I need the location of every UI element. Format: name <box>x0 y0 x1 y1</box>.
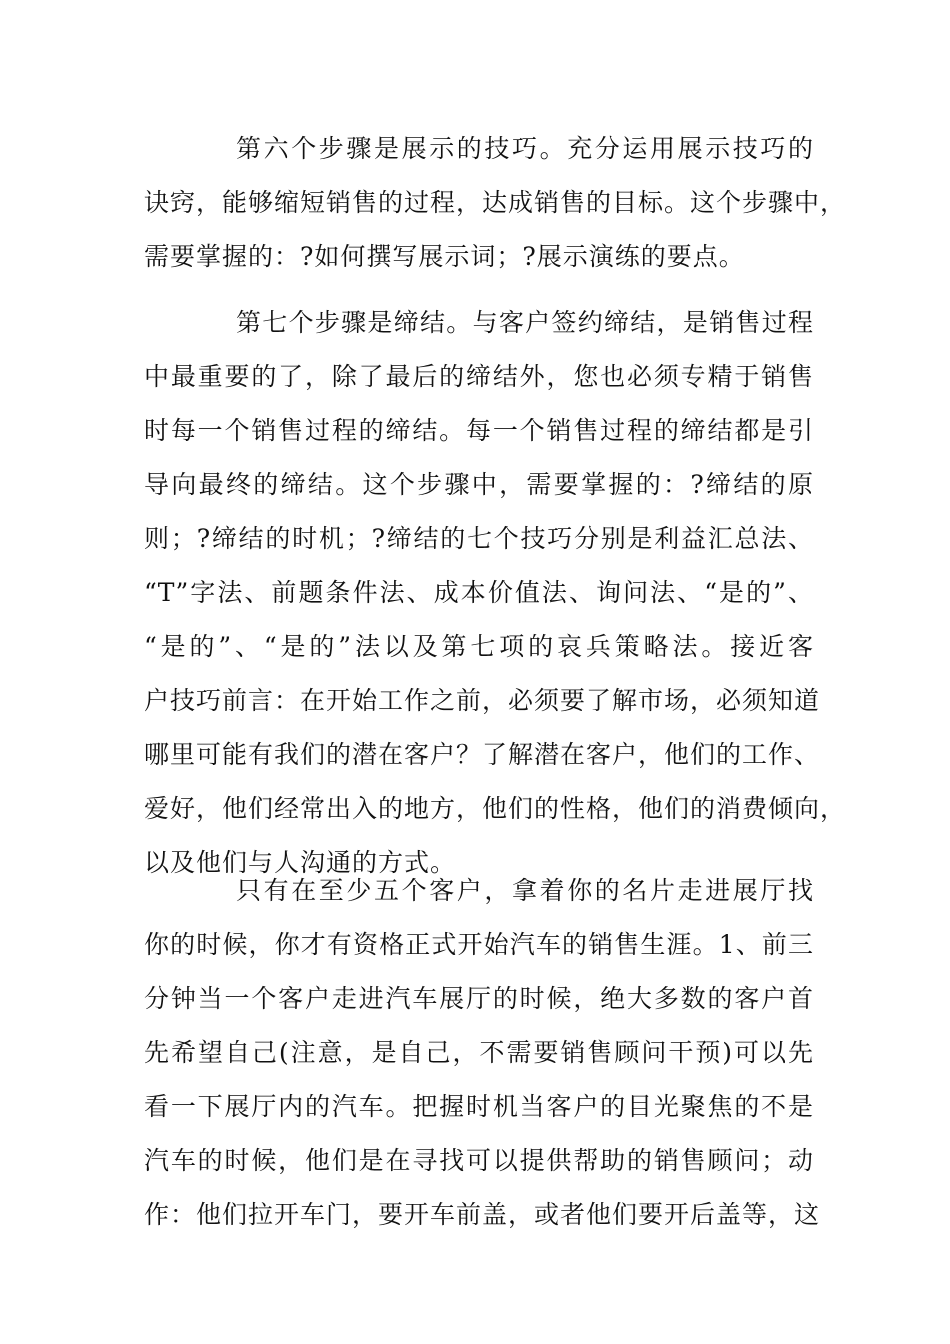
text-line: 汽车的时候，他们是在寻找可以提供帮助的销售顾问；动 <box>144 1146 814 1175</box>
text-line: 爱好，他们经常出入的地方，他们的性格，他们的消费倾向， <box>144 794 847 823</box>
paragraph-step-seven <box>144 296 847 890</box>
text-line: 诀窍，能够缩短销售的过程，达成销售的目标。这个步骤中， <box>144 188 847 217</box>
text-line: 户技巧前言：在开始工作之前，必须要了解市场，必须知道 <box>144 686 821 715</box>
text-line: 导向最终的缔结。这个步骤中，需要掌握的：?缔结的原 <box>144 470 814 499</box>
text-line: 时每一个销售过程的缔结。每一个销售过程的缔结都是引 <box>144 416 814 445</box>
text-line: 以及他们与人沟通的方式。 <box>144 848 457 877</box>
text-line: “T”字法、前题条件法、成本价值法、询问法、“是的”、 <box>144 578 814 607</box>
text-line: 作：他们拉开车门，要开车前盖，或者他们要开后盖等，这 <box>144 1200 821 1229</box>
paragraph-first-three-minutes <box>144 864 821 1242</box>
text-line: 看一下展厅内的汽车。把握时机当客户的目光聚焦的不是 <box>144 1092 814 1121</box>
text-line: 第七个步骤是缔结。与客户签约缔结，是销售过程 <box>236 308 814 337</box>
text-line: 只有在至少五个客户，拿着你的名片走进展厅找 <box>236 876 814 905</box>
text-line: 则；?缔结的时机；?缔结的七个技巧分别是利益汇总法、 <box>144 524 814 553</box>
text-line: 先希望自己(注意，是自己，不需要销售顾问干预)可以先 <box>144 1038 814 1067</box>
text-line: 你的时候，你才有资格正式开始汽车的销售生涯。1、前三 <box>144 930 814 959</box>
paragraph-step-six <box>144 122 847 284</box>
text-line: 第六个步骤是展示的技巧。充分运用展示技巧的 <box>236 134 814 163</box>
text-line: 中最重要的了，除了最后的缔结外，您也必须专精于销售 <box>144 362 814 391</box>
text-line: 哪里可能有我们的潜在客户？了解潜在客户，他们的工作、 <box>144 740 821 769</box>
text-line: 分钟当一个客户走进汽车展厅的时候，绝大多数的客户首 <box>144 984 814 1013</box>
text-line: 需要掌握的：?如何撰写展示词；?展示演练的要点。 <box>144 242 745 271</box>
text-line: “是的”、“是的”法以及第七项的哀兵策略法。接近客 <box>144 632 814 661</box>
